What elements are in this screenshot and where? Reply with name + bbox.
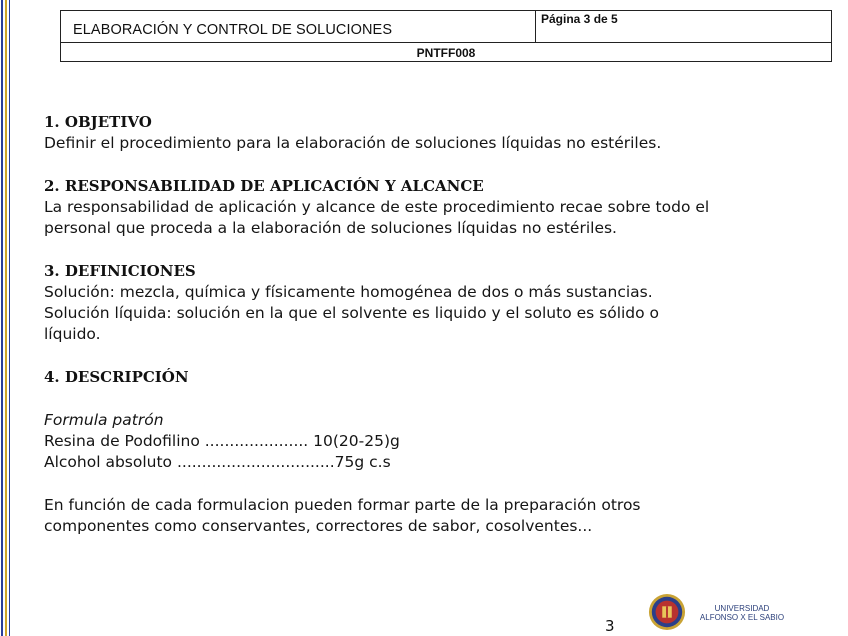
section-2-line-2: personal que proceda a la elaboración de soluciones líquidas no estériles. <box>44 219 617 237</box>
formula-line-2: Alcohol absoluto ................................75g c.s <box>44 453 391 471</box>
border-line-blue <box>1 0 3 636</box>
document-title: ELABORACIÓN Y CONTROL DE SOLUCIONES <box>61 11 536 43</box>
border-line-blue-thin <box>9 0 10 636</box>
section-3-line-2: Solución líquida: solución en la que el solvente es liquido y el soluto es sólido o <box>44 304 660 322</box>
section-3-line-1: Solución: mezcla, química y físicamente homogénea de dos o más sustancias. <box>44 283 653 301</box>
university-name-logo: UNIVERSIDAD ALFONSO X EL SABIO <box>699 604 785 622</box>
section-1-heading: 1. OBJETIVO <box>44 113 152 131</box>
formula-line-1: Resina de Podofilino ..................... 10(20-25)g <box>44 432 400 450</box>
left-border-decoration <box>0 0 30 636</box>
section-1-text: Definir el procedimiento para la elaboración de soluciones líquidas no estériles. <box>44 134 662 152</box>
note-line-1: En función de cada formulacion pueden formar parte de la preparación otros <box>44 496 641 514</box>
border-line-gold <box>5 0 7 636</box>
section-3-line-3: líquido. <box>44 325 101 343</box>
section-2-line-1: La responsabilidad de aplicación y alcance de este procedimiento recae sobre todo el <box>44 198 710 216</box>
section-3-heading: 3. DEFINICIONES <box>44 262 196 280</box>
note-line-2: componentes como conservantes, correctores de sabor, cosolventes... <box>44 517 593 535</box>
university-seal-icon <box>648 593 686 631</box>
document-body <box>44 112 834 537</box>
page-indicator: Página 3 de 5 <box>536 11 831 43</box>
formula-title: Formula patrón <box>44 411 164 429</box>
document-code: PNTFF008 <box>416 46 476 60</box>
section-2-heading: 2. RESPONSABILIDAD DE APLICACIÓN Y ALCANCE <box>44 177 484 195</box>
document-header <box>60 10 832 62</box>
section-4-heading: 4. DESCRIPCIÓN <box>44 368 189 386</box>
page-number: 3 <box>605 617 615 635</box>
